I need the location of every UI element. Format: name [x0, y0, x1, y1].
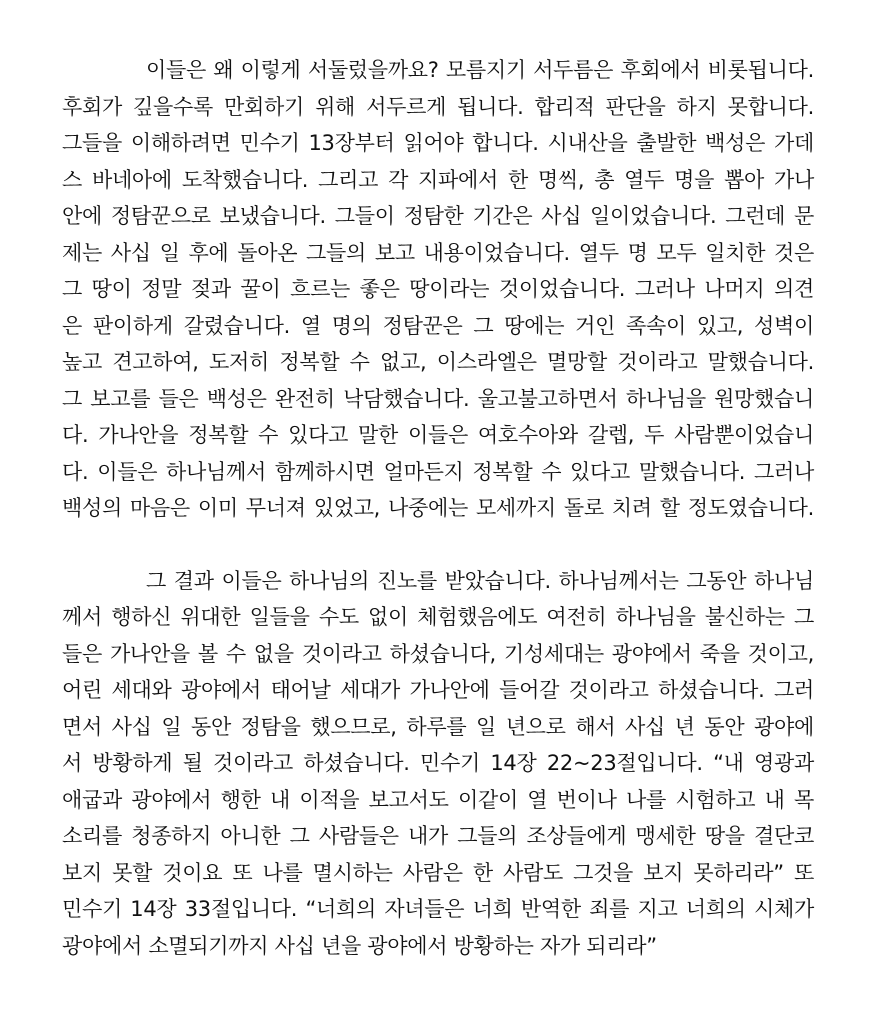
paragraph-2	[62, 563, 814, 965]
paragraph-line: 그들을 이해하려면 민수기 13장부터 읽어야 합니다. 시내산을 출발한 백성은 가데	[62, 131, 814, 155]
paragraph-line: 소리를 청종하지 아니한 그 사람들은 내가 그들의 조상들에게 맹세한 땅을 결단코	[62, 824, 814, 848]
paragraph-line: 스 바네아에 도착했습니다. 그리고 각 지파에서 한 명씩, 총 열두 명을 뽑아 가나	[62, 167, 814, 192]
paragraph-line: 민수기 14장 33절입니다. “너희의 자녀들은 너희 반역한 죄를 지고 너희의 시체가	[62, 897, 814, 921]
paragraph-line: 애굽과 광야에서 행한 내 이적을 보고서도 이같이 열 번이나 나를 시험하고 내 목	[62, 787, 814, 812]
paragraph-line: 보지 못할 것이요 또 나를 멸시하는 사람은 한 사람도 그것을 보지 못하리라” 또	[62, 860, 814, 885]
paragraph-line: 백성의 마음은 이미 무너져 있었고, 나중에는 모세까지 돌로 치려 할 정도였습니다.	[62, 496, 814, 520]
paragraph-line: 다. 이들은 하나님께서 함께하시면 얼마든지 정복할 수 있다고 말했습니다. 그러나	[62, 459, 814, 484]
paragraph-line: 은 판이하게 갈렸습니다. 열 명의 정탐꾼은 그 땅에는 거인 족속이 있고, 성벽이	[62, 313, 814, 338]
paragraph-line: 안에 정탐꾼으로 보냈습니다. 그들이 정탐한 기간은 사십 일이었습니다. 그런데 문	[62, 204, 814, 228]
paragraph-line: 그 보고를 들은 백성은 완전히 낙담했습니다. 울고불고하면서 하나님을 원망했습니	[62, 386, 814, 411]
paragraph-spacer	[62, 527, 814, 563]
paragraph-line: 높고 견고하여, 도저히 정복할 수 없고, 이스라엘은 멸망할 것이라고 말했습니다.	[62, 350, 814, 374]
paragraph-line: 다. 가나안을 정복할 수 있다고 말한 이들은 여호수아와 갈렙, 두 사람뿐이었습니	[62, 423, 814, 447]
paragraph-1	[62, 52, 814, 527]
paragraph-line: 들은 가나안을 볼 수 없을 것이라고 하셨습니다, 기성세대는 광야에서 죽을 것이고,	[62, 641, 814, 666]
paragraph-line: 면서 사십 일 동안 정탐을 했으므로, 하루를 일 년으로 해서 사십 년 동안 광야에	[62, 714, 814, 739]
paragraph-line: 이들은 왜 이렇게 서둘렀을까요? 모름지기 서두름은 후회에서 비롯됩니다.	[146, 58, 814, 82]
paragraph-line: 광야에서 소멸되기까지 사십 년을 광야에서 방황하는 자가 되리라”	[62, 933, 657, 958]
paragraph-line: 그 땅이 정말 젖과 꿀이 흐르는 좋은 땅이라는 것이었습니다. 그러나 나머지 의견	[62, 277, 814, 301]
paragraph-line: 제는 사십 일 후에 돌아온 그들의 보고 내용이었습니다. 열두 명 모두 일치한 것은	[62, 240, 814, 265]
paragraph-line: 어린 세대와 광야에서 태어날 세대가 가나안에 들어갈 것이라고 하셨습니다. 그러	[62, 678, 814, 702]
paragraph-line: 후회가 깊을수록 만회하기 위해 서두르게 됩니다. 합리적 판단을 하지 못합니다.	[62, 94, 814, 119]
document-page	[62, 52, 814, 964]
paragraph-line: 서 방황하게 될 것이라고 하셨습니다. 민수기 14장 22~23절입니다. “내 영광과	[62, 751, 814, 775]
paragraph-line: 그 결과 이들은 하나님의 진노를 받았습니다. 하나님께서는 그동안 하나님	[146, 568, 814, 593]
paragraph-line: 께서 행하신 위대한 일들을 수도 없이 체험했음에도 여전히 하나님을 불신하는 그	[62, 605, 814, 629]
